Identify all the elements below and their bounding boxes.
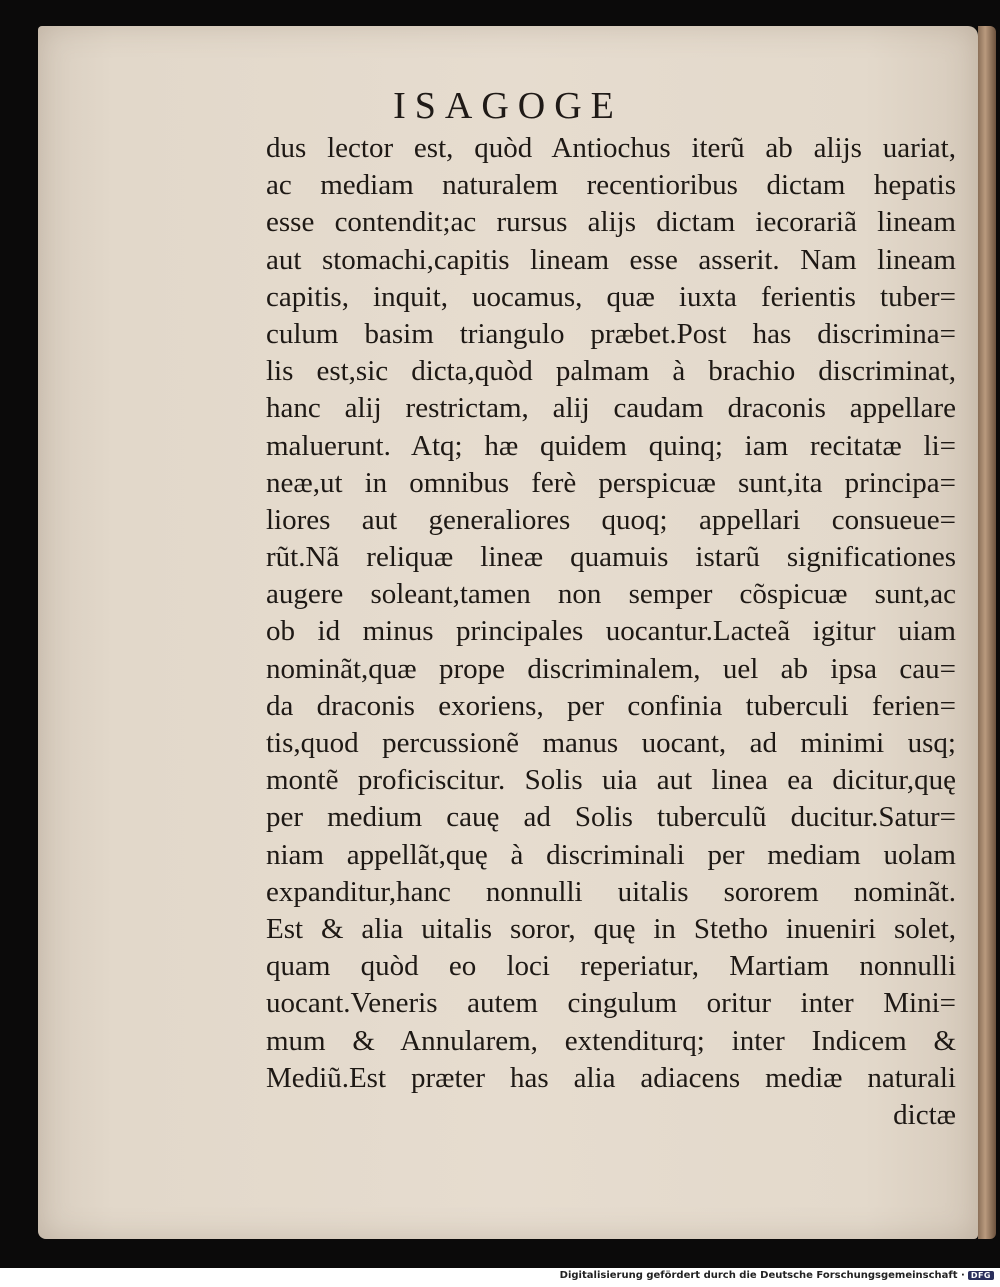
text-line: rũt.Nã reliquæ lineæ quamuis istarũ significationes	[266, 541, 956, 574]
body-text	[266, 130, 956, 1134]
text-line: montẽ proficiscitur. Solis uia aut linea ea dicitur,quę	[266, 764, 956, 797]
text-line: neæ,ut in omnibus ferè perspicuæ sunt,ita principa=	[266, 466, 956, 499]
text-line: uocant.Veneris autem cingulum oritur inter Mini=	[266, 987, 956, 1020]
text-line: hanc alij restrictam, alij caudam draconis appellare	[266, 392, 956, 425]
text-line: capitis, inquit, uocamus, quæ iuxta ferientis tuber=	[266, 280, 956, 313]
text-line: dus lector est, quòd Antiochus iterũ ab alijs uariat,	[266, 132, 956, 164]
text-line: da draconis exoriens, per confinia tuberculi ferien=	[266, 689, 956, 722]
text-line: ob id minus principales uocantur.Lacteã igitur uiam	[266, 615, 956, 648]
text-line: quam quòd eo loci reperiatur, Martiam nonnulli	[266, 950, 956, 983]
digitization-credit	[560, 1270, 994, 1281]
text-line: aut stomachi,capitis lineam esse asserit. Nam lineam	[266, 243, 956, 276]
dfg-logo: DFG	[968, 1271, 994, 1280]
credit-text: Digitalisierung gefördert durch die Deutsche Forschungsgemeinschaft ·	[559, 1270, 965, 1281]
text-line: esse contendit;ac rursus alijs dictam iecorariã lineam	[266, 206, 956, 239]
text-line: Est & alia uitalis soror, quę in Stetho inueniri solet,	[266, 912, 956, 945]
text-line: liores aut generaliores quoq; appellari consueue=	[266, 503, 956, 536]
text-line: Mediũ.Est præter has alia adiacens mediæ naturali	[266, 1061, 956, 1094]
text-line: nominãt,quæ prope discriminalem, uel ab ipsa cau=	[266, 652, 956, 685]
text-line: lis est,sic dicta,quòd palmam à brachio discriminat,	[266, 355, 956, 388]
text-line: niam appellãt,quę à discriminali per mediam uolam	[266, 838, 956, 871]
text-line: mum & Annularem, extenditurq; inter Indicem &	[266, 1024, 956, 1057]
running-head: ISAGOGE	[393, 85, 623, 127]
text-line: per medium cauę ad Solis tuberculũ ducitur.Satur=	[266, 801, 956, 834]
text-line: tis,quod percussionẽ manus uocant, ad minimi usq;	[266, 727, 956, 759]
text-line: culum basim triangulo præbet.Post has discrimina=	[266, 317, 956, 350]
text-line: augere soleant,tamen non semper cõspicuæ sunt,ac	[266, 578, 956, 611]
text-line: ac mediam naturalem recentioribus dictam hepatis	[266, 169, 956, 202]
book-page	[38, 26, 978, 1239]
text-line: expanditur,hanc nonnulli uitalis sororem nominãt.	[266, 875, 956, 908]
catchword: dictæ	[893, 1098, 956, 1131]
page-edge	[978, 26, 996, 1239]
text-line: maluerunt. Atq; hæ quidem quinq; iam recitatæ li=	[266, 429, 956, 462]
